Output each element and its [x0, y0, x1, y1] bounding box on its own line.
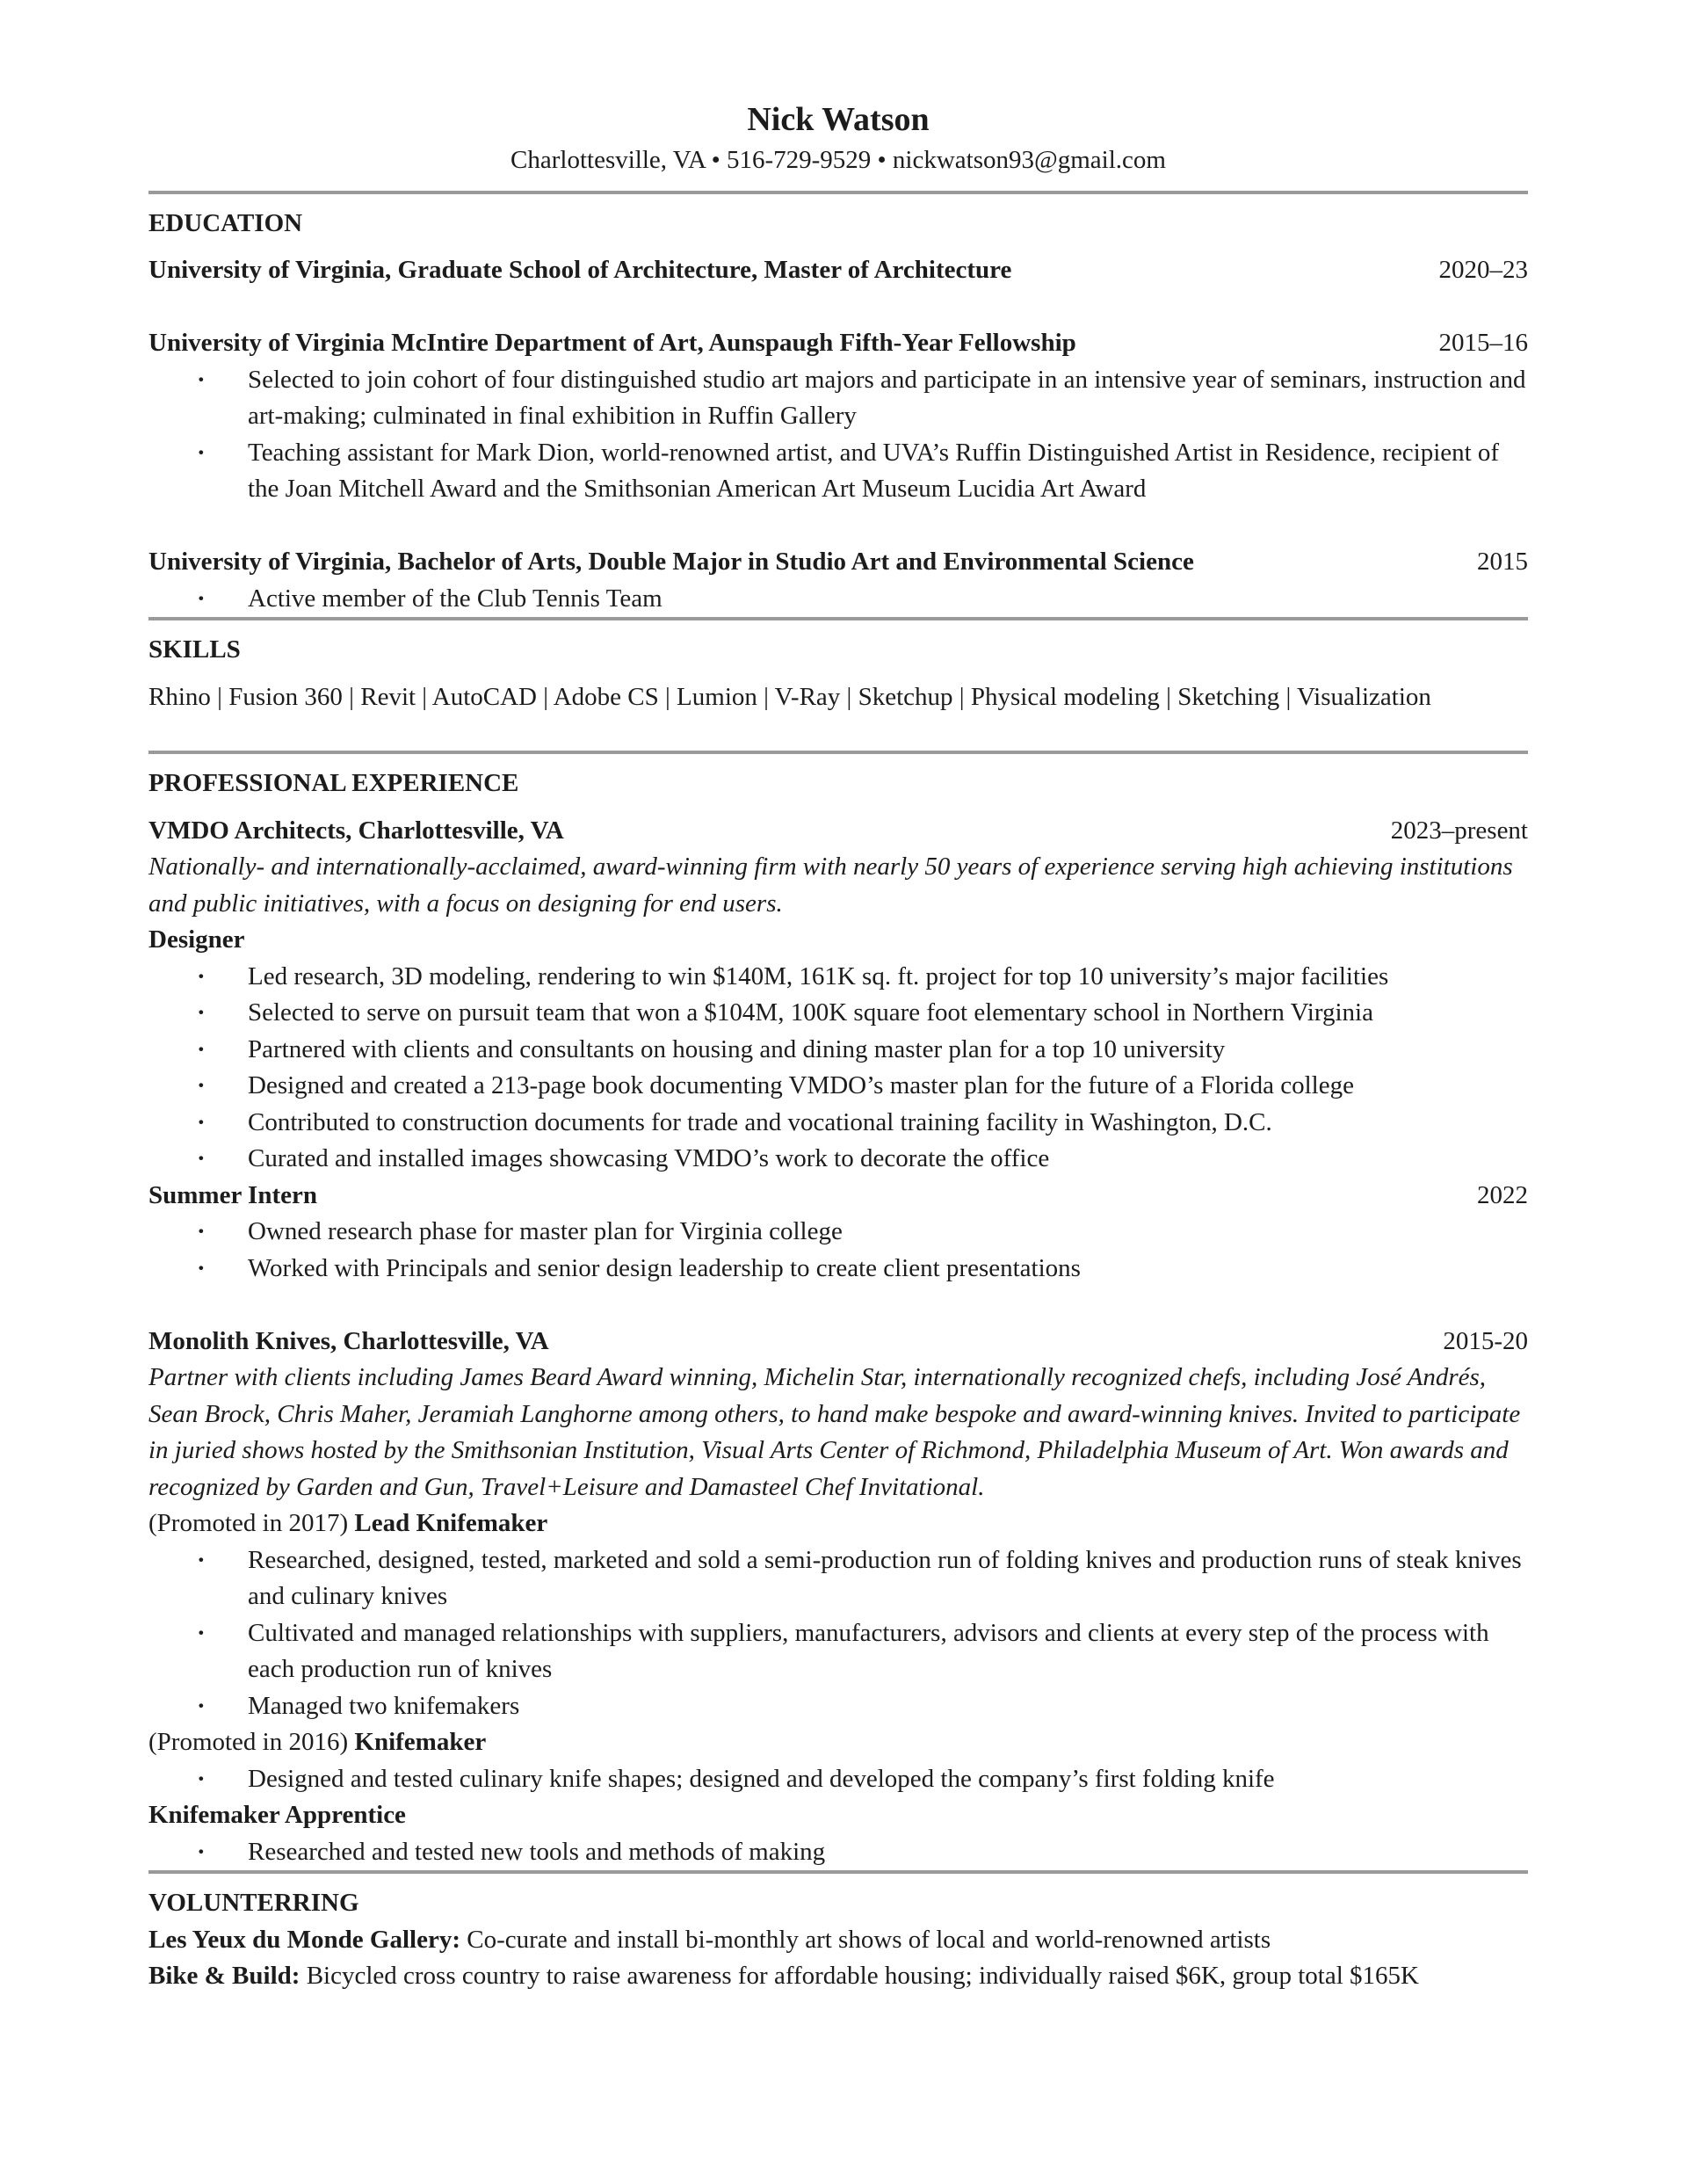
- role-bullets: [148, 959, 1528, 1178]
- education-date: 2015: [1477, 548, 1528, 576]
- job-header: [148, 813, 1528, 850]
- job-header: [148, 1324, 1528, 1360]
- job-role-line: [148, 1506, 1528, 1542]
- role-bullets: [148, 1542, 1528, 1725]
- company-description: Partner with clients including James Beard Award winning, Michelin Star, internationally recognized chefs, including José Andrés, Sean Brock, Chris Maher, Jeramiah Langhorne among others, to hand make bespoke and award-winning knives. Invited to participate in juried shows hosted by the Smithsonian Institution, Visual Arts Center of Richmond, Philadelphia Museum of Art. Won awards and recognized by Garden and Gun, Travel+Leisure and Damasteel Chef Invitational.: [148, 1363, 1521, 1501]
- list-item: · Worked with Principals and senior design leadership to create client presentations: [148, 1251, 1528, 1288]
- section-divider: [148, 1870, 1528, 1874]
- volunteer-item: [148, 1958, 1528, 1995]
- job-role-line: [148, 1724, 1528, 1761]
- volunteer-org: Les Yeux du Monde Gallery:: [148, 1925, 460, 1954]
- list-item: · Contributed to construction documents for trade and vocational training facility in Washington, D.C.: [148, 1105, 1528, 1142]
- section-divider: [148, 751, 1528, 754]
- role-bullets: [148, 1214, 1528, 1287]
- education-heading: EDUCATION: [148, 208, 303, 237]
- volunteer-org: Bike & Build:: [148, 1962, 300, 1990]
- experience-heading: PROFESSIONAL EXPERIENCE: [148, 769, 519, 797]
- spacer: [148, 1287, 1528, 1324]
- contact-line: Charlottesville, VA • 516-729-9529 • nickwatson93@gmail.com: [510, 146, 1166, 174]
- list-item: · Researched and tested new tools and methods of making: [148, 1834, 1528, 1871]
- list-item: · Partnered with clients and consultants on housing and dining master plan for a top 10 university: [148, 1032, 1528, 1069]
- candidate-name: Nick Watson: [747, 101, 930, 138]
- list-item: · Curated and installed images showcasing VMDO’s work to decorate the office: [148, 1141, 1528, 1178]
- skills-heading: SKILLS: [148, 635, 241, 664]
- role-bullets: [148, 1834, 1528, 1871]
- spacer: [148, 289, 1528, 326]
- education-school: University of Virginia McIntire Department of Art, Aunspaugh Fifth-Year Fellowship: [148, 329, 1076, 357]
- volunteering-heading: VOLUNTERRING: [148, 1889, 359, 1917]
- list-item: · Led research, 3D modeling, rendering to win $140M, 161K sq. ft. project for top 10 university’s major facilities: [148, 959, 1528, 996]
- spacer: [148, 508, 1528, 545]
- list-item: · Selected to join cohort of four distinguished studio art majors and participate in an intensive year of seminars, instruction and art-making; culminated in final exhibition in Ruffin Gallery: [148, 362, 1528, 435]
- education-date: 2015–16: [1438, 329, 1528, 357]
- list-item: · Designed and tested culinary knife shapes; designed and developed the company’s first folding knife: [148, 1761, 1528, 1798]
- list-item: · Designed and created a 213-page book documenting VMDO’s master plan for the future of a Florida college: [148, 1068, 1528, 1105]
- education-date: 2020–23: [1438, 256, 1528, 284]
- company-name: Monolith Knives, Charlottesville, VA: [148, 1326, 549, 1355]
- list-item: · Managed two knifemakers: [148, 1688, 1528, 1725]
- promotion-note: (Promoted in 2017): [148, 1509, 355, 1537]
- promotion-note: (Promoted in 2016): [148, 1728, 355, 1756]
- job-role: Lead Knifemaker: [354, 1509, 548, 1537]
- list-item: · Selected to serve on pursuit team that won a $104M, 100K square foot elementary school in Northern Virginia: [148, 995, 1528, 1032]
- education-entry: [148, 544, 1528, 581]
- section-divider: [148, 191, 1528, 194]
- job-role: Summer Intern: [148, 1180, 317, 1209]
- volunteer-text: Bicycled cross country to raise awareness for affordable housing; individually raised $6K, group total $165K: [300, 1962, 1419, 1990]
- volunteer-text: Co-curate and install bi-monthly art shows of local and world-renowned artists: [460, 1925, 1271, 1954]
- list-item: · Active member of the Club Tennis Team: [148, 581, 1528, 618]
- education-entry: [148, 325, 1528, 362]
- job-role-row: [148, 1178, 1528, 1215]
- education-school: University of Virginia, Bachelor of Arts, Double Major in Studio Art and Environmental Science: [148, 548, 1194, 576]
- section-divider: [148, 617, 1528, 620]
- company-description: Nationally- and internationally-acclaimed, award-winning firm with nearly 50 years of experience serving high achieving institutions and public initiatives, with a focus on designing for end users.: [148, 853, 1513, 918]
- list-item: · Teaching assistant for Mark Dion, world-renowned artist, and UVA’s Ruffin Distinguished Artist in Residence, recipient of the Joan Mitchell Award and the Smithsonian American Art Museum Lucidia Art Award: [148, 435, 1528, 508]
- volunteer-item: [148, 1922, 1528, 1959]
- job-role: Knifemaker Apprentice: [148, 1801, 406, 1829]
- job-role: Designer: [148, 925, 245, 954]
- resume-page: [148, 97, 1528, 1995]
- job-date: 2023–present: [1390, 816, 1528, 845]
- role-bullets: [148, 1761, 1528, 1798]
- list-item: · Cultivated and managed relationships with suppliers, manufacturers, advisors and clients at every step of the process with each production run of knives: [148, 1615, 1528, 1688]
- list-item: · Researched, designed, tested, marketed and sold a semi-production run of folding knives and production runs of steak knives and culinary knives: [148, 1542, 1528, 1615]
- education-school: University of Virginia, Graduate School of Architecture, Master of Architecture: [148, 256, 1012, 284]
- job-date: 2015-20: [1443, 1326, 1528, 1355]
- skills-list: Rhino | Fusion 360 | Revit | AutoCAD | Adobe CS | Lumion | V-Ray | Sketchup | Physical modeling | Sketching | Visualization: [148, 682, 1431, 711]
- list-item: · Owned research phase for master plan for Virginia college: [148, 1214, 1528, 1251]
- job-role: Knifemaker: [354, 1728, 487, 1756]
- education-bullets: [148, 581, 1528, 618]
- company-name: VMDO Architects, Charlottesville, VA: [148, 816, 564, 845]
- education-entry: [148, 252, 1528, 289]
- education-bullets: [148, 362, 1528, 508]
- job-date: 2022: [1477, 1180, 1528, 1209]
